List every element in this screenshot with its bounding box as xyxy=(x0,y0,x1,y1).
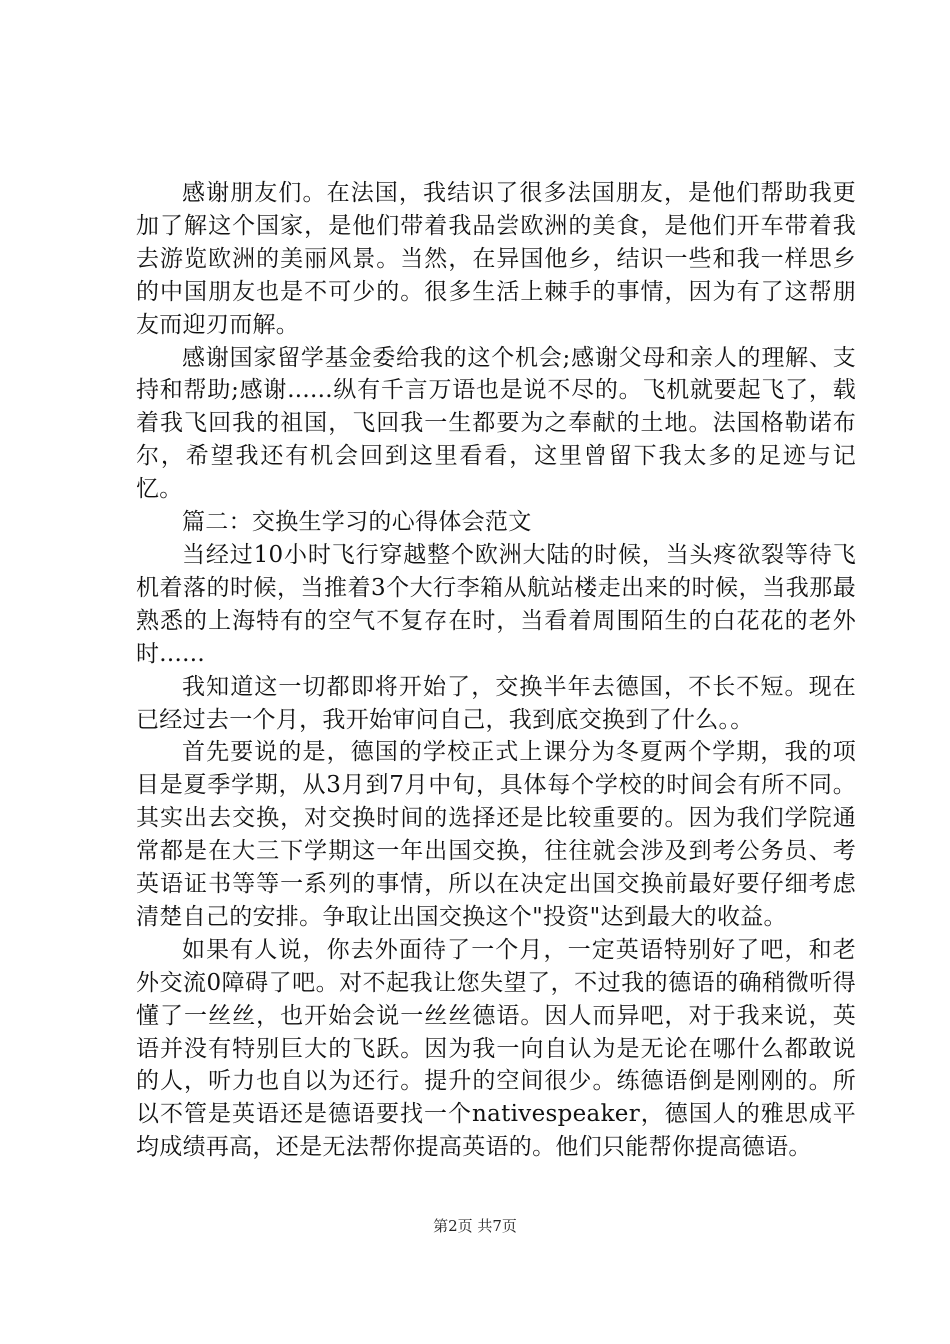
section-heading: 篇二：交换生学习的心得体会范文 xyxy=(182,509,532,536)
paragraph-language: 如果有人说，你去外面待了一个月，一定英语特别好了吧，和老外交流0障碍了吧。对不起我让您失望了，不过我的德语的确稍微听得懂了一丝丝，也开始会说一丝丝德语。因人而异吧，对于我来说，英语并没有特别巨大的飞跃。因为我一向自认为是无论在哪什么都敢说的人，听力也自以为还行。提升的空间很少。练德语倒是刚刚的。所以不管是英语还是德语要找一个nativespeaker，德国人的雅思成平均成绩再高，还是无法帮你提高英语的。他们只能帮你提高德语。 xyxy=(136,936,856,1161)
paragraph-thanks-scholarship: 感谢国家留学基金委给我的这个机会;感谢父母和亲人的理解、支持和帮助;感谢......纵有千言万语也是说不尽的。飞机就要起飞了，载着我飞回我的祖国，飞回我一生都要为之奉献的土地。法国格勒诺布尔，希望我还有机会回到这里看看，这里曾留下我太多的足迹与记忆。 xyxy=(136,344,856,503)
paragraph-semester: 首先要说的是，德国的学校正式上课分为冬夏两个学期，我的项目是夏季学期，从3月到7月中旬，具体每个学校的时间会有所不同。其实出去交换，对交换时间的选择还是比较重要的。因为我们学院通常都是在大三下学期这一年出国交换，往往就会涉及到考公务员、考英语证书等等一系列的事情，所以在决定出国交换前最好要仔细考虑清楚自己的安排。争取让出国交换这个"投资"达到最大的收益。 xyxy=(136,739,856,930)
paragraph-beginning: 我知道这一切都即将开始了，交换半年去德国，不长不短。现在已经过去一个月，我开始审问自己，我到底交换到了什么。。 xyxy=(136,673,856,733)
document-body xyxy=(136,177,856,1164)
paragraph-thanks-friends: 感谢朋友们。在法国，我结识了很多法国朋友，是他们帮助我更加了解这个国家，是他们带着我品尝欧洲的美食，是他们开车带着我去游览欧洲的美丽风景。当然，在异国他乡，结识一些和我一样思乡的中国朋友也是不可少的。很多生活上棘手的事情，因为有了这帮朋友而迎刃而解。 xyxy=(136,180,856,338)
page-number: 第2页 共7页 xyxy=(433,1217,517,1235)
paragraph-arrival: 当经过10小时飞行穿越整个欧洲大陆的时候，当头疼欲裂等待飞机着落的时候，当推着3个大行李箱从航站楼走出来的时候，当我那最熟悉的上海特有的空气不复存在时，当看着周围陌生的白花花的老外时...... xyxy=(136,541,856,667)
